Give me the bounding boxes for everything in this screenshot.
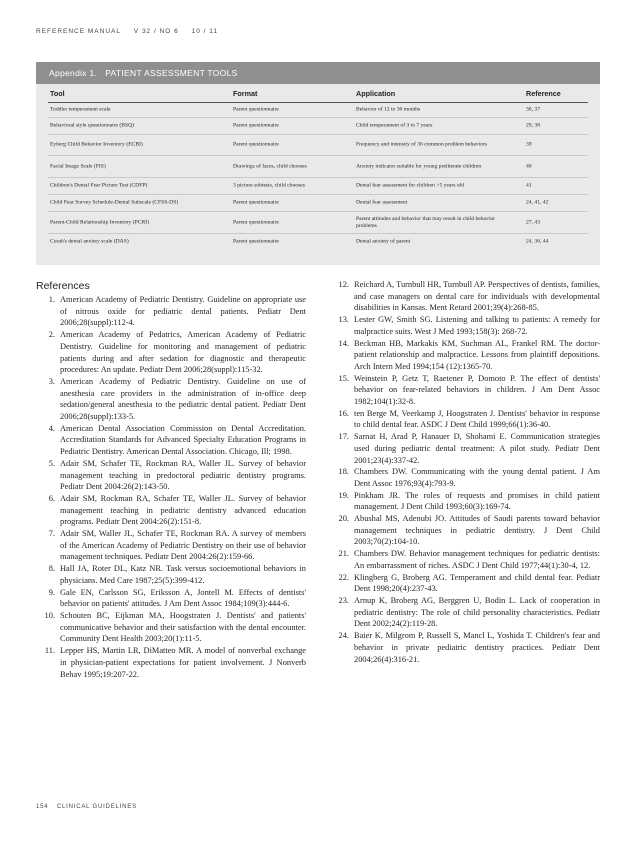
reference-number: 16. xyxy=(338,408,349,418)
reference-item xyxy=(36,528,306,563)
table-body xyxy=(48,103,588,250)
reference-number: 14. xyxy=(338,338,349,348)
table-row xyxy=(48,118,588,135)
cell-reference: 24, 41, 42 xyxy=(526,199,549,206)
cell-application: Child temperament of 3 to 7 years xyxy=(356,122,433,129)
reference-item xyxy=(36,563,306,586)
table-row xyxy=(48,156,588,178)
reference-number: 21. xyxy=(338,549,349,559)
cell-tool: Child Fear Survey Schedule-Dental Subscale (CFSS-DS) xyxy=(50,199,179,206)
cell-reference: 40 xyxy=(526,163,532,169)
reference-text: Adair SM, Waller JL, Schafer TE, Rockman RA. A survey of members of the American Academy of Pediatric Dentistry on their use of behavior management techniques. Pediatr Dent 2004:26(2):159-66. xyxy=(60,529,306,562)
cell-tool: Toddler temperament scale xyxy=(50,106,111,113)
reference-number: 8. xyxy=(48,564,55,574)
reference-item xyxy=(36,294,306,329)
reference-item xyxy=(36,587,306,610)
reference-item xyxy=(330,630,600,665)
cell-tool: Children's Dental Fear Picture Test (CDFP) xyxy=(50,182,148,189)
reference-text: Reichard A, Turnbull HR, Turnbull AP. Perspectives of dentists, families, and case managers on dental care for individuals with developmental disabilities in Kansas. Ment Retard 2001;39(4):268-85. xyxy=(354,280,600,313)
reference-number: 15. xyxy=(338,373,349,383)
cell-application: Behavior of 12 to 36 months xyxy=(356,106,421,113)
cell-application: Dental fear assessment for children >5 years old xyxy=(356,182,464,189)
appendix-label: Appendix 1. xyxy=(49,68,98,78)
reference-number: 17. xyxy=(338,432,349,442)
cell-tool: Corah's dental anxiety scale (DAS) xyxy=(50,238,129,245)
reference-text: Gale EN, Carlsson SG, Eriksson A, Jontell M. Effects of dentists' behavior on patients' attitudes. J Am Dent Assoc 1984;109(3):444-6. xyxy=(60,587,306,609)
reference-text: Lepper HS, Martin LR, DiMatteo MR. A model of nonverbal exchange in physician-patient expectations for patient involvement. J Nonverb Behav 1995;19:207-22. xyxy=(60,646,306,679)
cell-reference: 30, 37 xyxy=(526,106,540,113)
reference-number: 24. xyxy=(338,631,349,641)
reference-item xyxy=(330,572,600,595)
cell-reference: 39 xyxy=(526,141,532,148)
cell-application: Dental anxiety of parent xyxy=(356,238,411,245)
cell-reference: 24, 36, 44 xyxy=(526,238,549,245)
reference-text: ten Berge M, Veerkamp J, Hoogstraten J. Dentists' behavior in response to child dental fear. ASDC J Dent Child 1999;66(1):36-40. xyxy=(354,408,600,430)
cell-format: Parent questionnaire xyxy=(233,141,279,148)
table-header xyxy=(48,84,588,103)
reference-item xyxy=(330,490,600,513)
reference-number: 1. xyxy=(48,295,55,304)
references-right-column xyxy=(330,279,600,665)
reference-text: Schouten BC, Eijkman MA, Hoogstraten J. Dentists' and patients' communicative behavior and their satisfaction with the dental encounter. Community Dent Health 2003;20(1):11-5. xyxy=(60,610,306,644)
cell-application: Anxiety indicator suitable for young preliterate children xyxy=(356,163,482,169)
column-header-tool: Tool xyxy=(50,89,65,98)
reference-item xyxy=(330,513,600,548)
cell-format: Parent questionnaire xyxy=(233,199,279,206)
cell-tool: Eyberg Child Behavior Inventory (ECBI) xyxy=(50,141,143,148)
reference-text: Beckman HB, Markakis KM, Suchman AL, Frankel RM. The doctor-patient relationship and malpractice. Lessons from plaintiff depositions. Arch Intern Med 1994;154 (12):1365-70. xyxy=(354,338,600,371)
reference-item xyxy=(330,408,600,431)
reference-text: American Dental Association Commission on Dental Accreditation. Accreditation Standards for Advanced Specialty Education Programs in Pediatric Dentistry. American Dental Association. Chicago, Ill; 1998. xyxy=(60,423,306,457)
cell-reference: 29, 38 xyxy=(526,122,540,129)
reference-text: Adair SM, Rockman RA, Schafer TE, Waller JL. Survey of behavior management teaching in pediatric dentistry advanced education programs. Pediatr Dent 2004:26(2):151-8. xyxy=(60,493,306,527)
manual-name: REFERENCE MANUAL xyxy=(36,28,121,35)
reference-number: 23. xyxy=(338,595,349,605)
column-header-application: Application xyxy=(356,89,396,98)
reference-item xyxy=(36,458,306,493)
running-head xyxy=(36,28,228,35)
table-row xyxy=(48,234,588,250)
reference-number: 6. xyxy=(48,493,55,503)
column-header-format: Format xyxy=(233,89,258,98)
reference-text: American Academy of Pedatrics, American Academy of Pediatric Dentistry. Guideline for monitoring and management of pediatric patients during and after sedation for diagnostic and therapeutic procedures: An update. Pediatr Dent 2006;28(suppl):115-32. xyxy=(60,330,306,375)
reference-text: Weinstein P, Getz T, Raetener P, Domoto P. The effect of dentists' behavior on fear-related behaviors in children. J Am Dent Assoc 1982;104(1):32-8. xyxy=(354,373,600,407)
reference-item xyxy=(36,493,306,528)
reference-text: American Academy of Pediatric Dentistry. Guideline on use of anesthesia care providers in the administration of in-office deep sedation/general anesthesia to the pediatric dental patient. Pediatr Dent 2006;28(suppl):133-5. xyxy=(60,376,306,422)
reference-item xyxy=(330,595,600,630)
reference-text: Baier K, Milgrom P, Russell S, Mancl L, Yoshida T. Children's fear and behavior in private pediatric dentistry practices. Pediatr Dent 2004;26(4):316-21. xyxy=(354,631,600,664)
table-row xyxy=(48,135,588,156)
reference-number: 3. xyxy=(48,376,55,386)
reference-item xyxy=(330,338,600,373)
cell-format: Parent questionnaire xyxy=(233,238,279,245)
reference-item xyxy=(330,314,600,337)
reference-item xyxy=(330,466,600,489)
cell-tool: Behavioral style questionnaire (BSQ) xyxy=(50,122,135,129)
issue-date: 10 / 11 xyxy=(191,28,218,35)
cell-format: Parent questionnaire xyxy=(233,106,279,113)
table-row xyxy=(48,212,588,234)
column-header-reference: Reference xyxy=(526,89,561,98)
reference-text: Adair SM, Schafer TE, Rockman RA, Waller JL. Survey of behavior management teaching in predoctoral pediatric dentistry programs. Pediatr Dent 2004:26(2):143-50. xyxy=(60,458,306,492)
reference-number: 10. xyxy=(44,610,55,620)
reference-item xyxy=(330,548,600,571)
reference-number: 9. xyxy=(48,587,55,597)
reference-text: Hall JA, Roter DL, Katz NR. Task versus socioemotional behaviors in physicians. Med Care 1987;25(5):399-412. xyxy=(60,564,306,585)
reference-number: 22. xyxy=(338,572,349,582)
assessment-tools-table xyxy=(48,84,588,250)
reference-text: Abushal MS, Adenubi JO. Attitudes of Saudi parents toward behavior management techniques in pediatric dentistry. J Dent Child 2003;70(2):104-10. xyxy=(354,514,600,547)
appendix-table-box xyxy=(36,62,600,265)
reference-item xyxy=(330,431,600,466)
reference-number: 4. xyxy=(48,423,55,433)
reference-text: Chambers DW. Communicating with the young dental patient. J Am Dent Assoc 1976;93(4):793-9. xyxy=(354,467,600,488)
reference-number: 20. xyxy=(338,514,349,524)
reference-item xyxy=(330,373,600,408)
reference-number: 19. xyxy=(338,490,349,500)
reference-number: 11. xyxy=(44,646,55,656)
table-row xyxy=(48,178,588,195)
reference-item xyxy=(36,329,306,376)
reference-number: 13. xyxy=(338,315,349,325)
references-left-column xyxy=(36,294,306,680)
appendix-title-bar xyxy=(36,62,600,84)
cell-format: 3 picture subtests, child chooses xyxy=(233,182,305,189)
footer-section: CLINICAL GUIDELINES xyxy=(56,804,137,810)
cell-format: Drawings of faces, child chooses xyxy=(233,163,307,169)
references-heading: References xyxy=(36,280,90,292)
cell-reference: 27, 43 xyxy=(526,219,540,225)
reference-text: American Academy of Pediatric Dentistry. Guideline on appropriate use of nitrous oxide for pediatric dental patients. Pediatr Dent 2006;28(suppl):112-4. xyxy=(60,295,306,328)
reference-text: Klingberg G, Broberg AG. Temperament and child dental fear. Pediatr Dent 1998;20(4):237-43. xyxy=(354,572,600,594)
reference-item xyxy=(330,279,600,314)
cell-application: Dental fear assessment xyxy=(356,199,408,206)
cell-format: Parent questionnaire xyxy=(233,122,279,129)
cell-format: Parent questionnaire xyxy=(233,219,279,225)
cell-tool: Facial Image Scale (FIS) xyxy=(50,163,106,169)
reference-number: 5. xyxy=(48,458,55,468)
appendix-title: PATIENT ASSESSMENT TOOLS xyxy=(105,68,238,78)
reference-item xyxy=(36,423,306,458)
reference-item xyxy=(36,610,306,645)
reference-number: 18. xyxy=(338,467,349,477)
cell-application: Parent attitudes and behavior that may result in child behavior problems xyxy=(356,215,496,229)
reference-text: Arnup K, Broberg AG, Berggren U, Bodin L. Lack of cooperation in pediatric dentistry: The role of child personality characteristics. Pediatr Dent 2002;24(2):119-28. xyxy=(354,595,600,629)
reference-item xyxy=(36,645,306,680)
volume-issue: V 32 / NO 6 xyxy=(133,28,179,35)
reference-text: Sarnat H, Arad P, Hanauer D, Shohami E. Communication strategies used during pediatric dental treatment: A pilot study. Pediatr Dent 2001;23(4):337-42. xyxy=(354,432,600,465)
table-row xyxy=(48,103,588,118)
page-footer xyxy=(36,804,143,810)
reference-text: Chambers DW. Behavior management techniques for pediatric dentists: An embarrassment of riches. ASDC J Dent Child 1977;44(1):30-4, 12. xyxy=(354,549,600,570)
cell-application: Frequency and intensity of 36 common problem behaviors xyxy=(356,141,487,148)
reference-number: 12. xyxy=(338,280,349,289)
cell-tool: Parent-Child Relationship Inventory (PCRI) xyxy=(50,219,149,225)
reference-item xyxy=(36,376,306,423)
cell-reference: 41 xyxy=(526,182,532,189)
reference-number: 2. xyxy=(48,330,55,340)
table-row xyxy=(48,195,588,212)
reference-number: 7. xyxy=(48,529,55,539)
reference-text: Lester GW, Smith SG. Listening and talking to patients: A remedy for malpractice suits. West J Med 1993;158(3): 268-72. xyxy=(354,315,600,336)
page-number: 154 xyxy=(36,804,49,810)
reference-text: Pinkham JR. The roles of requests and promises in child patient management. J Dent Child 1993;60(3):169-74. xyxy=(354,490,600,512)
